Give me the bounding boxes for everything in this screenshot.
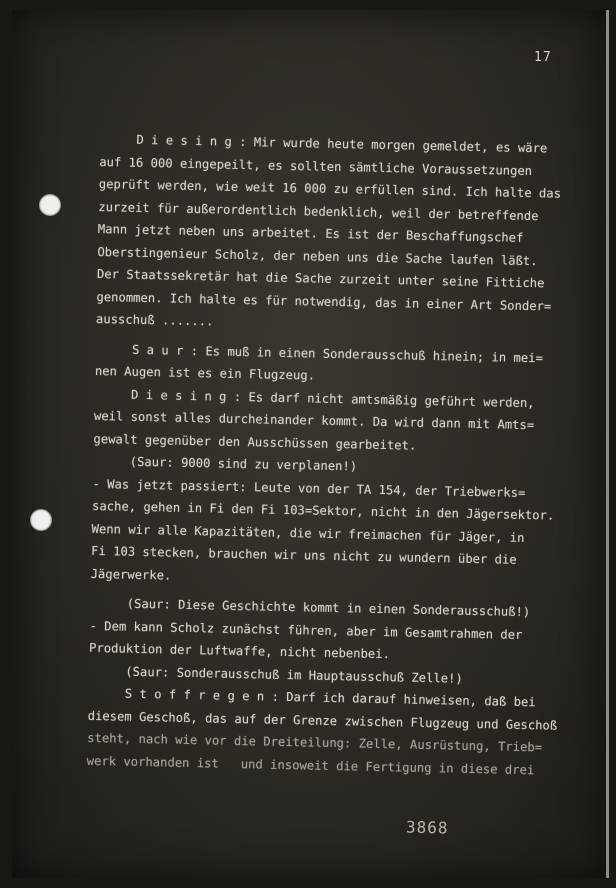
page-number: 17 <box>534 50 552 65</box>
text-line: Mann jetzt neben uns arbeitet. Es ist der Beschaffungschef <box>97 221 524 245</box>
text-line: Oberstingenieur Scholz, der neben uns die Sache laufen läßt. <box>97 244 538 268</box>
text-line: S a u r : Es muß in einen Sonderausschuß hinein; in mei= <box>95 341 544 365</box>
text-line: steht, nach wie vor die Dreiteilung: Zelle, Ausrüstung, Trieb= <box>87 730 543 755</box>
text-line: (Saur: 9000 sind zu verplanen!) <box>92 453 358 474</box>
text-line: (Saur: Diese Geschichte kommt in einen Sonderausschuß!) <box>89 595 531 620</box>
punch-hole-top <box>39 194 61 216</box>
text-line: Produktion der Luftwaffe, nicht nebenbei. <box>88 640 391 662</box>
text-line: Wenn wir alle Kapazitäten, die wir freimachen für Jäger, in <box>91 521 525 545</box>
text-line: D i e s i n g : Es darf nicht amtsmäßig geführt werden, <box>94 386 535 410</box>
text-line: Fi 103 stecken, brauchen wir uns nicht zu wundern über die <box>90 543 517 567</box>
text-line: Jägerwerke. <box>90 566 172 583</box>
text-line: S t o f f r e g e n : Darf ich darauf hinweisen, daß bei <box>88 685 536 710</box>
text-line: sache, gehen in Fi den Fi 103=Sektor, nicht in den Jägersektor. <box>91 498 555 523</box>
typewritten-text <box>87 128 570 782</box>
document-page <box>12 10 609 878</box>
text-line: gewalt gegenüber den Ausschüssen gearbeitet. <box>93 431 417 453</box>
text-line: Der Staatssekretär hat die Sache zurzeit unter seine Fittiche <box>96 266 545 291</box>
text-line: - Was jetzt passiert: Leute von der TA 154, der Triebwerks= <box>92 476 526 500</box>
text-line: ausschuß ....... <box>95 311 214 329</box>
punch-hole-bottom <box>30 509 52 531</box>
text-line: diesem Geschoß, das auf der Grenze zwischen Flugzeug und Geschoß <box>87 708 558 733</box>
archive-stamp-number: 3868 <box>405 817 449 838</box>
text-line: - Dem kann Scholz zunächst führen, aber im Gesamtrahmen der <box>89 618 523 642</box>
text-line: zurzeit für außerordentlich bedenklich, weil der betreffende <box>98 199 539 223</box>
text-line: werk vorhanden ist und insoweit die Fertigung in diese drei <box>86 753 535 777</box>
text-line: auf 16 000 eingepeilt, es sollten sämtliche Voraussetzungen <box>99 154 533 178</box>
text-line: (Saur: Sonderausschuß im Hauptausschuß Zelle!) <box>88 663 463 686</box>
text-line: weil sonst alles durcheinander kommt. Da wird dann mit Amts= <box>93 408 535 433</box>
text-line: geprüft werden, wie weit 16 000 zu erfüllen sind. Ich halte das <box>98 176 562 201</box>
text-line: nen Augen ist es ein Flugzeug. <box>94 363 316 383</box>
text-line: D i e s i n g : Mir wurde heute morgen gemeldet, es wäre <box>99 131 548 156</box>
text-line: genommen. Ich halte es für notwendig, das in einer Art Sonder= <box>96 289 552 313</box>
